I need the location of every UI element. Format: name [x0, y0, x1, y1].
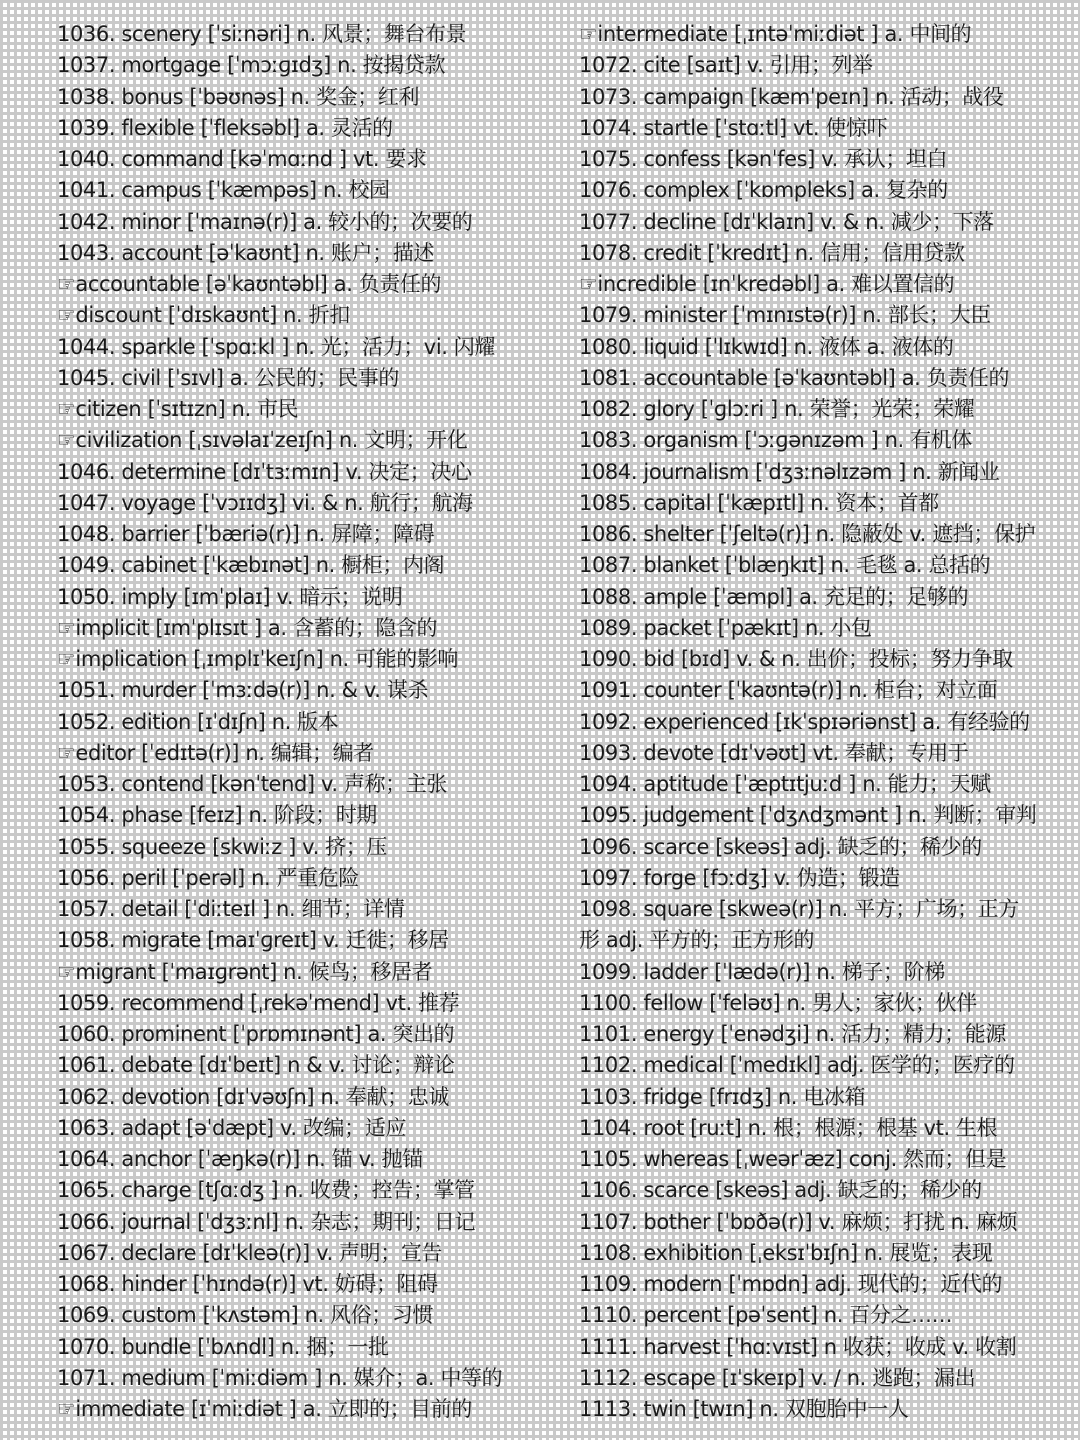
vocab-entry: 1088. ample [ˈæmpl] a. 充足的；足够的 [579, 584, 969, 609]
vocab-entry: 1058. migrate [maɪˈɡreɪt] v. 迁徙；移居 [57, 928, 449, 953]
vocab-entry: 1101. energy [ˈenədʒi] n. 活力；精力；能源 [579, 1022, 1006, 1046]
vocab-entry: 1056. peril [ˈperəl] n. 严重危险 [57, 865, 359, 890]
vocab-entry: 1052. edition [ɪˈdɪʃn] n. 版本 [57, 709, 339, 734]
vocab-entry: 1045. civil [ˈsɪvl] a. 公民的；民事的 [57, 365, 400, 390]
vocab-entry: 1041. campus [ˈkæmpəs] n. 校园 [57, 178, 390, 203]
vocab-entry: 1067. declare [dɪˈkleə(r)] v. 声明；宣告 [57, 1240, 443, 1265]
vocab-entry: 1055. squeeze [skwiːz ] v. 挤；压 [57, 834, 387, 859]
vocab-entry: ☞incredible [ɪnˈkredəbl] a. 难以置信的 [579, 272, 955, 296]
vocab-entry: 1064. anchor [ˈæŋkə(r)] n. 锚 v. 抛锚 [57, 1147, 423, 1171]
vocab-entry: 1098. square [skweə(r)] n. 平方；广场；正方 [579, 897, 1019, 921]
vocab-entry: 1061. debate [dɪˈbeɪt] n & v. 讨论；辩论 [57, 1053, 455, 1078]
vocab-entry: 1050. imply [ɪmˈplaɪ] v. 暗示；说明 [57, 584, 403, 609]
vocab-entry: 1071. medium [ˈmiːdiəm ] n. 媒介；a. 中等的 [57, 1365, 503, 1390]
vocab-entry: 1102. medical [ˈmedɪkl] adj. 医学的；医疗的 [579, 1053, 1015, 1078]
vocab-entry: 1078. credit [ˈkredɪt] n. 信用；信用贷款 [579, 240, 965, 265]
vocab-entry: 1106. scarce [skeəs] adj. 缺乏的；稀少的 [579, 1178, 982, 1203]
vocab-entry: 1044. sparkle [ˈspɑːkl ] n. 光；活力；vi. 闪耀 [57, 334, 496, 359]
vocab-entry: 1083. organism [ˈɔːɡənɪzəm ] n. 有机体 [579, 428, 972, 453]
vocab-entry: 1086. shelter [ˈʃeltə(r)] n. 隐蔽处 v. 遮挡；保护 [579, 522, 1036, 546]
vocab-entry: 1099. ladder [ˈlædə(r)] n. 梯子；阶梯 [579, 959, 945, 984]
vocab-entry: 1107. bother [ˈbɒðə(r)] v. 麻烦；打扰 n. 麻烦 [579, 1209, 1018, 1234]
vocab-entry: ☞citizen [ˈsɪtɪzn] n. 市民 [57, 397, 299, 421]
vocab-entry: 1043. account [əˈkaʊnt] n. 账户；描述 [57, 240, 434, 265]
vocab-entry: 1103. fridge [frɪdʒ] n. 电冰箱 [579, 1084, 866, 1109]
vocab-entry: 1059. recommend [ˌrekəˈmend] vt. 推荐 [57, 990, 460, 1015]
vocab-entry: ☞migrant [ˈmaɪɡrənt] n. 候鸟；移居者 [57, 959, 433, 984]
vocab-entry: 1042. minor [ˈmaɪnə(r)] a. 较小的；次要的 [57, 209, 473, 234]
vocab-entry: 1091. counter [ˈkaʊntə(r)] n. 柜台；对立面 [579, 678, 998, 703]
vocab-entry: 1049. cabinet [ˈkæbɪnət] n. 橱柜；内阁 [57, 553, 445, 578]
vocab-entry: 1109. modern [ˈmɒdn] adj. 现代的；近代的 [579, 1272, 1003, 1296]
vocab-entry: 1038. bonus [ˈbəʊnəs] n. 奖金；红利 [57, 84, 420, 109]
vocab-entry: 1069. custom [ˈkʌstəm] n. 风俗；习惯 [57, 1303, 434, 1328]
vocab-entry: 1104. root [ruːt] n. 根；根源；根基 vt. 生根 [579, 1115, 998, 1140]
vocab-entry: ☞discount [ˈdɪskaʊnt] n. 折扣 [57, 303, 350, 328]
vocab-entry: ☞civilization [ˌsɪvəlaɪˈzeɪʃn] n. 文明；开化 [57, 428, 468, 453]
vocab-entry: 1113. twin [twɪn] n. 双胞胎中一人 [579, 1397, 909, 1421]
vocab-entry: 1077. decline [dɪˈklaɪn] v. & n. 减少；下落 [579, 209, 994, 234]
vocab-entry: 1057. detail [ˈdiːteɪl ] n. 细节；详情 [57, 897, 405, 921]
vocab-entry: 1095. judgement [ˈdʒʌdʒmənt ] n. 判断；审判 [579, 803, 1037, 828]
vocab-entry: 1081. accountable [əˈkaʊntəbl] a. 负责任的 [579, 365, 1010, 390]
vocab-entry: 1066. journal [ˈdʒɜːnl] n. 杂志；期刊；日记 [57, 1209, 476, 1234]
vocab-entry: 1060. prominent [ˈprɒmɪnənt] a. 突出的 [57, 1022, 455, 1046]
vocab-entry: 1105. whereas [ˌweərˈæz] conj. 然而；但是 [579, 1147, 1007, 1171]
vocab-entry: 1097. forge [fɔːdʒ] v. 伪造；锻造 [579, 865, 900, 890]
vocab-entry: 1036. scenery [ˈsiːnəri] n. 风景；舞台布景 [57, 22, 467, 46]
vocab-entry: 1085. capital [ˈkæpɪtl] n. 资本；首都 [579, 490, 939, 515]
vocab-entry: 1068. hinder [ˈhɪndə(r)] vt. 妨碍；阻碍 [57, 1272, 438, 1296]
vocab-entry: 1094. aptitude [ˈæptɪtjuːd ] n. 能力；天赋 [579, 772, 991, 796]
vocab-entry: 1074. startle [ˈstɑːtl] vt. 使惊吓 [579, 115, 888, 140]
vocab-entry: 1082. glory [ˈɡlɔːri ] n. 荣誉；光荣；荣耀 [579, 397, 975, 421]
vocab-entry: 1039. flexible [ˈfleksəbl] a. 灵活的 [57, 115, 393, 140]
vocab-entry: 1075. confess [kənˈfes] v. 承认；坦白 [579, 147, 948, 171]
vocab-entry: 1076. complex [ˈkɒmpleks] a. 复杂的 [579, 178, 948, 203]
vocab-entry: 1062. devotion [dɪˈvəʊʃn] n. 奉献；忠诚 [57, 1084, 449, 1109]
vocab-entry: 1090. bid [bɪd] v. & n. 出价；投标；努力争取 [579, 647, 1013, 671]
vocab-entry: 1108. exhibition [ˌeksɪˈbɪʃn] n. 展览；表现 [579, 1240, 993, 1265]
vocab-entry: 形 adj. 平方的；正方形的 [579, 928, 815, 953]
vocab-entry: ☞editor [ˈedɪtə(r)] n. 编辑；编者 [57, 740, 374, 765]
vocab-entry: ☞implicit [ɪmˈplɪsɪt ] a. 含蓄的；隐含的 [57, 615, 438, 640]
vocab-entry: 1072. cite [saɪt] v. 引用；列举 [579, 53, 873, 78]
vocab-entry: 1110. percent [pəˈsent] n. 百分之…… [579, 1303, 953, 1328]
right-column [579, 19, 1071, 1425]
vocab-entry: 1053. contend [kənˈtend] v. 声称；主张 [57, 772, 447, 796]
vocab-entry: 1100. fellow [ˈfeləʊ] n. 男人；家伙；伙伴 [579, 990, 977, 1015]
vocab-entry: 1084. journalism [ˈdʒɜːnəlɪzəm ] n. 新闻业 [579, 459, 1000, 484]
vocab-entry: ☞immediate [ɪˈmiːdiət ] a. 立即的；目前的 [57, 1397, 472, 1421]
vocab-entry: ☞accountable [əˈkaʊntəbl] a. 负责任的 [57, 272, 442, 296]
vocab-entry: ☞implication [ˌɪmplɪˈkeɪʃn] n. 可能的影响 [57, 647, 459, 671]
vocab-entry: 1051. murder [ˈmɜːdə(r)] n. & v. 谋杀 [57, 678, 429, 703]
vocab-entry: 1093. devote [dɪˈvəʊt] vt. 奉献；专用于 [579, 740, 969, 765]
vocab-entry: ☞intermediate [ˌɪntəˈmiːdiət ] a. 中间的 [579, 22, 972, 46]
vocab-entry: 1065. charge [tʃɑːdʒ ] n. 收费；控告；掌管 [57, 1178, 475, 1203]
vocab-entry: 1089. packet [ˈpækɪt] n. 小包 [579, 615, 872, 640]
vocab-entry: 1092. experienced [ɪkˈspɪəriənst] a. 有经验的 [579, 709, 1030, 734]
vocab-entry: 1046. determine [dɪˈtɜːmɪn] v. 决定；决心 [57, 459, 472, 484]
vocab-entry: 1037. mortgage [ˈmɔːɡɪdʒ] n. 按揭贷款 [57, 53, 446, 78]
left-column [57, 19, 557, 1425]
vocab-entry: 1080. liquid [ˈlɪkwɪd] n. 液体 a. 液体的 [579, 334, 954, 359]
vocab-entry: 1112. escape [ɪˈskeɪp] v. / n. 逃跑；漏出 [579, 1365, 976, 1390]
vocab-entry: 1040. command [kəˈmɑːnd ] vt. 要求 [57, 147, 427, 171]
vocab-entry: 1073. campaign [kæmˈpeɪn] n. 活动；战役 [579, 84, 1004, 109]
vocab-entry: 1054. phase [feɪz] n. 阶段；时期 [57, 803, 377, 828]
vocab-entry: 1047. voyage [ˈvɔɪɪdʒ] vi. & n. 航行；航海 [57, 490, 473, 515]
vocab-entry: 1096. scarce [skeəs] adj. 缺乏的；稀少的 [579, 834, 982, 859]
vocab-entry: 1087. blanket [ˈblæŋkɪt] n. 毛毯 a. 总括的 [579, 553, 991, 578]
vocab-entry: 1048. barrier [ˈbæriə(r)] n. 屏障；障碍 [57, 522, 435, 546]
vocab-entry: 1079. minister [ˈmɪnɪstə(r)] n. 部长；大臣 [579, 303, 991, 328]
vocab-entry: 1070. bundle [ˈbʌndl] n. 捆；一批 [57, 1334, 389, 1359]
vocab-entry: 1111. harvest [ˈhɑːvɪst] n 收获；收成 v. 收割 [579, 1334, 1017, 1359]
vocab-entry: 1063. adapt [əˈdæpt] v. 改编；适应 [57, 1115, 406, 1140]
